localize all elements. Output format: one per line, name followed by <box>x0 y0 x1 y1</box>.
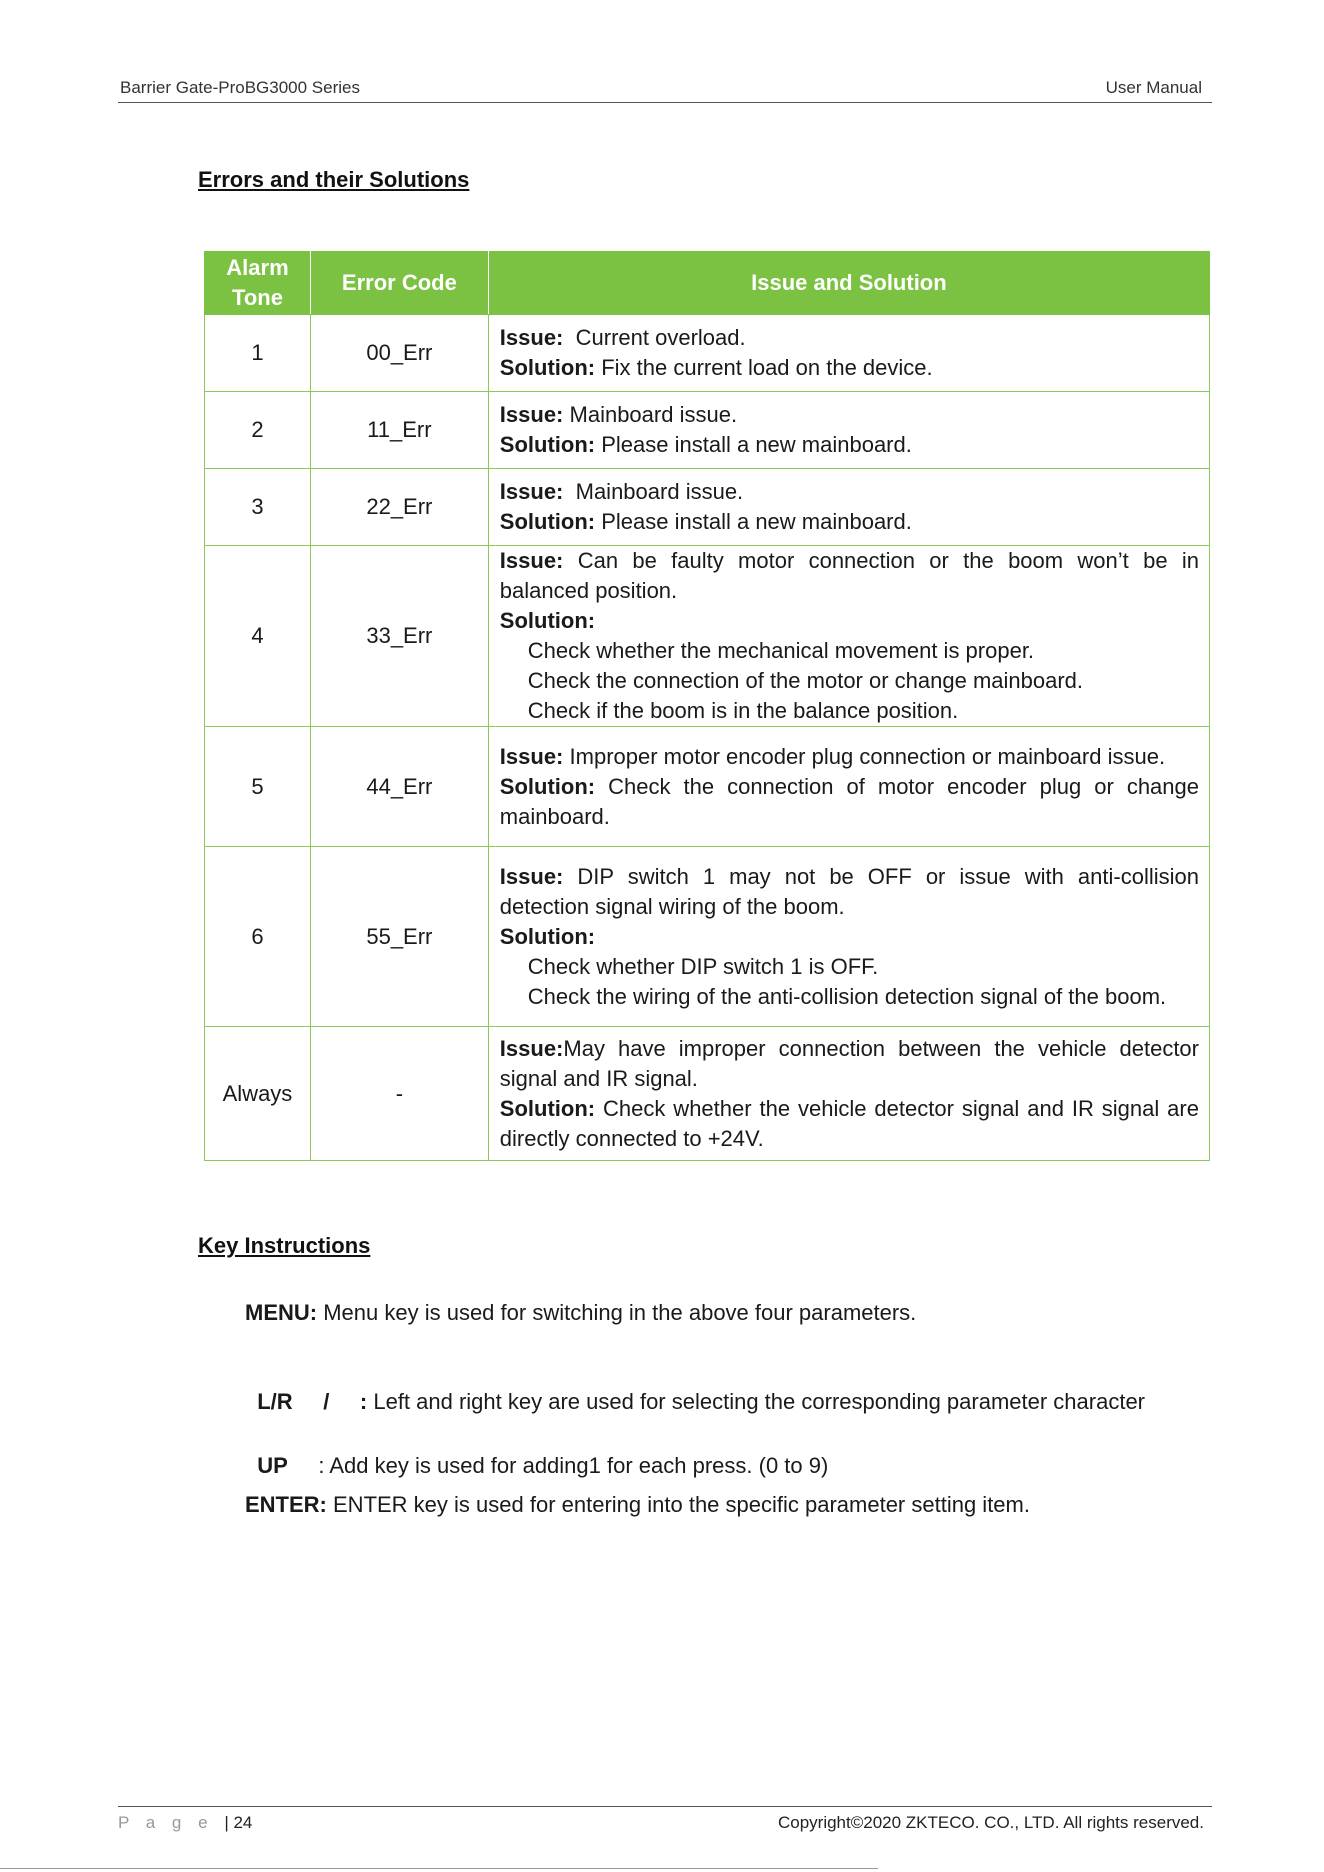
solution-label: Solution: <box>499 923 596 949</box>
table-row <box>205 546 1210 727</box>
issue-label: Issue: <box>499 479 564 504</box>
solution-step: Check whether the mechanical movement is proper. <box>527 638 1035 663</box>
solution-label: Solution: <box>499 608 596 633</box>
header-document-title: Barrier Gate-ProBG3000 Series <box>120 78 360 97</box>
alarm-tone-cell: 6 <box>205 847 311 1027</box>
page-header <box>118 76 1212 103</box>
solution-step: Check the wiring of the anti-collision detection signal of the boom. <box>527 983 1167 1009</box>
solution-label: Solution: <box>499 355 596 380</box>
solution-text: Fix the current load on the device. <box>601 355 933 380</box>
error-table <box>204 251 1210 1161</box>
table-row <box>205 727 1210 847</box>
key-description: ENTER key is used for entering into the specific parameter setting item. <box>326 1492 1030 1517</box>
issue-solution-cell <box>488 1027 1209 1161</box>
page-indicator <box>118 1813 252 1833</box>
issue-text: Improper motor encoder plug connection or mainboard issue. <box>569 743 1166 769</box>
header-error-code: Error Code <box>310 252 488 315</box>
table-row <box>205 469 1210 546</box>
key-instruction-left-right <box>245 1363 1145 1415</box>
error-code-cell: 33_Err <box>310 546 488 727</box>
key-name: UP <box>257 1453 288 1478</box>
issue-label: Issue: <box>499 863 564 889</box>
errors-section-title: Errors and their Solutions <box>198 167 470 192</box>
solution-text: Please install a new mainboard. <box>601 509 912 534</box>
issue-solution-cell <box>488 469 1209 546</box>
header-alarm-tone <box>205 252 311 315</box>
issue-text: Can be faulty motor connection or the boom won’t be in balanced position. <box>499 548 1199 603</box>
key-instruction-enter <box>245 1492 1030 1518</box>
issue-text: May have improper connection between the vehicle detector signal and IR signal. <box>499 1035 1199 1091</box>
key-instruction-menu <box>245 1300 916 1326</box>
table-row <box>205 847 1210 1027</box>
error-code-cell: 00_Err <box>310 315 488 392</box>
solution-label: Solution: <box>499 773 596 799</box>
table-row <box>205 1027 1210 1161</box>
error-code-cell: 55_Err <box>310 847 488 1027</box>
solution-text: Check the connection of motor encoder plug or change mainboard. <box>499 773 1199 829</box>
bottom-divider <box>0 1868 878 1869</box>
error-table-header-row <box>205 252 1210 315</box>
issue-solution-cell <box>488 546 1209 727</box>
key-instruction-up <box>245 1427 828 1479</box>
issue-label: Issue: <box>499 402 564 427</box>
error-code-cell: 11_Err <box>310 392 488 469</box>
issue-label: Issue: <box>499 743 564 769</box>
issue-label: Issue: <box>499 1035 564 1061</box>
alarm-tone-cell: 3 <box>205 469 311 546</box>
solution-label: Solution: <box>499 1095 596 1121</box>
copyright-text: Copyright©2020 ZKTECO. CO., LTD. All rights reserved. <box>777 1813 1204 1832</box>
issue-solution-cell <box>488 727 1209 847</box>
error-code-cell: 44_Err <box>310 727 488 847</box>
table-row <box>205 315 1210 392</box>
issue-solution-cell <box>488 315 1209 392</box>
solution-step: Check whether DIP switch 1 is OFF. <box>527 953 879 979</box>
key-description: Left and right key are used for selecting the corresponding parameter character <box>367 1389 1146 1414</box>
issue-text: Mainboard issue. <box>569 402 738 427</box>
alarm-tone-cell: 4 <box>205 546 311 727</box>
alarm-tone-cell: Always <box>205 1027 311 1161</box>
key-name: L/R / : <box>257 1389 368 1414</box>
key-description: Menu key is used for switching in the above four parameters. <box>317 1300 917 1325</box>
solution-text: Check whether the vehicle detector signal and IR signal are directly connected to +24V. <box>499 1095 1199 1151</box>
issue-text: Mainboard issue. <box>575 479 744 504</box>
page-number: | 24 <box>224 1813 253 1832</box>
key-name: ENTER: <box>245 1492 327 1517</box>
page-label: P a g e <box>118 1813 214 1832</box>
key-description: : Add key is used for adding1 for each press. (0 to 9) <box>287 1453 829 1478</box>
solution-step: Check if the boom is in the balance position. <box>527 698 959 723</box>
alarm-tone-cell: 1 <box>205 315 311 392</box>
issue-solution-cell <box>488 847 1209 1027</box>
solution-step: Check the connection of the motor or change mainboard. <box>527 668 1084 693</box>
issue-solution-cell <box>488 392 1209 469</box>
solution-label: Solution: <box>499 432 596 457</box>
header-alarm-tone-line1: Alarm <box>226 255 289 280</box>
alarm-tone-cell: 2 <box>205 392 311 469</box>
page-footer <box>118 1806 1212 1837</box>
solution-label: Solution: <box>499 509 596 534</box>
key-name: MENU: <box>245 1300 318 1325</box>
issue-text: Current overload. <box>575 325 746 350</box>
table-row <box>205 392 1210 469</box>
header-issue-solution: Issue and Solution <box>488 252 1209 315</box>
key-instructions-title: Key Instructions <box>198 1233 371 1258</box>
header-manual-label: User Manual <box>1105 78 1202 97</box>
issue-text: DIP switch 1 may not be OFF or issue with anti-collision detection signal wiring of the boom. <box>499 863 1199 919</box>
issue-label: Issue: <box>499 325 564 350</box>
alarm-tone-cell: 5 <box>205 727 311 847</box>
issue-label: Issue: <box>499 548 564 573</box>
solution-text: Please install a new mainboard. <box>601 432 912 457</box>
error-code-cell: - <box>310 1027 488 1161</box>
error-code-cell: 22_Err <box>310 469 488 546</box>
header-alarm-tone-line2: Tone <box>232 285 283 310</box>
